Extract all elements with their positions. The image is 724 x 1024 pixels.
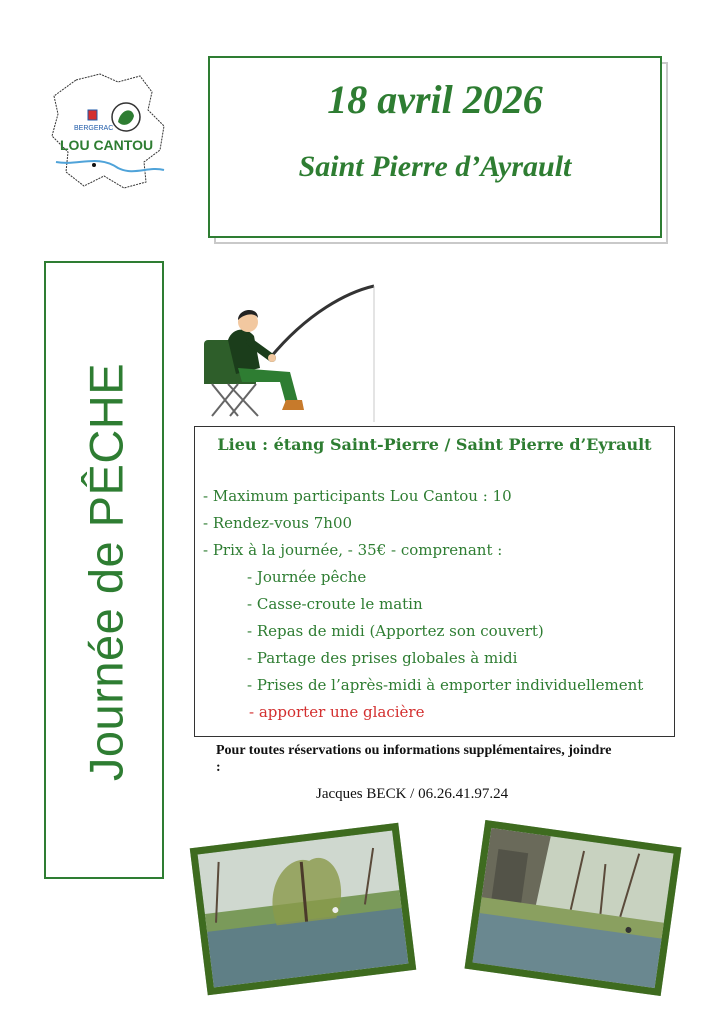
info-sub-item: - Journée pêche	[247, 568, 367, 586]
side-title-box	[44, 261, 164, 879]
info-line-meeting-time: - Rendez-vous 7h00	[203, 514, 353, 532]
contact-name-phone: Jacques BECK / 06.26.41.97.24	[316, 786, 509, 802]
logo-town-text: BERGERAC	[74, 125, 114, 132]
info-title: Lieu : étang Saint-Pierre / Saint Pierre d’Eyrault	[217, 435, 652, 454]
pond-photo-left	[190, 823, 416, 995]
info-warning: - apporter une glacière	[249, 703, 425, 721]
contact-text: Pour toutes réservations ou informations supplémentaires, joindre :	[216, 743, 612, 775]
logo-brand-text: LOU CANTOU	[60, 137, 154, 153]
event-place: Saint Pierre d’Ayrault	[298, 150, 572, 183]
info-line-price: - Prix à la journée, - 35€ - comprenant :	[203, 541, 503, 559]
info-sub-item: - Repas de midi (Apportez son couvert)	[247, 622, 544, 640]
info-sub-item: - Prises de l’après-midi à emporter individuellement	[247, 676, 644, 694]
info-box	[194, 426, 675, 737]
info-sub-item: - Partage des prises globales à midi	[247, 649, 518, 667]
fisherman-illustration	[198, 282, 380, 426]
info-sub-item: - Casse-croute le matin	[247, 595, 423, 613]
event-date: 18 avril 2026	[327, 77, 543, 122]
pond-photo-right	[465, 820, 682, 996]
side-title: Journée de PÊCHE	[79, 362, 133, 782]
lou-cantou-logo	[48, 70, 170, 192]
header-box	[208, 56, 662, 238]
info-line-max-participants: - Maximum participants Lou Cantou : 10	[203, 487, 512, 505]
